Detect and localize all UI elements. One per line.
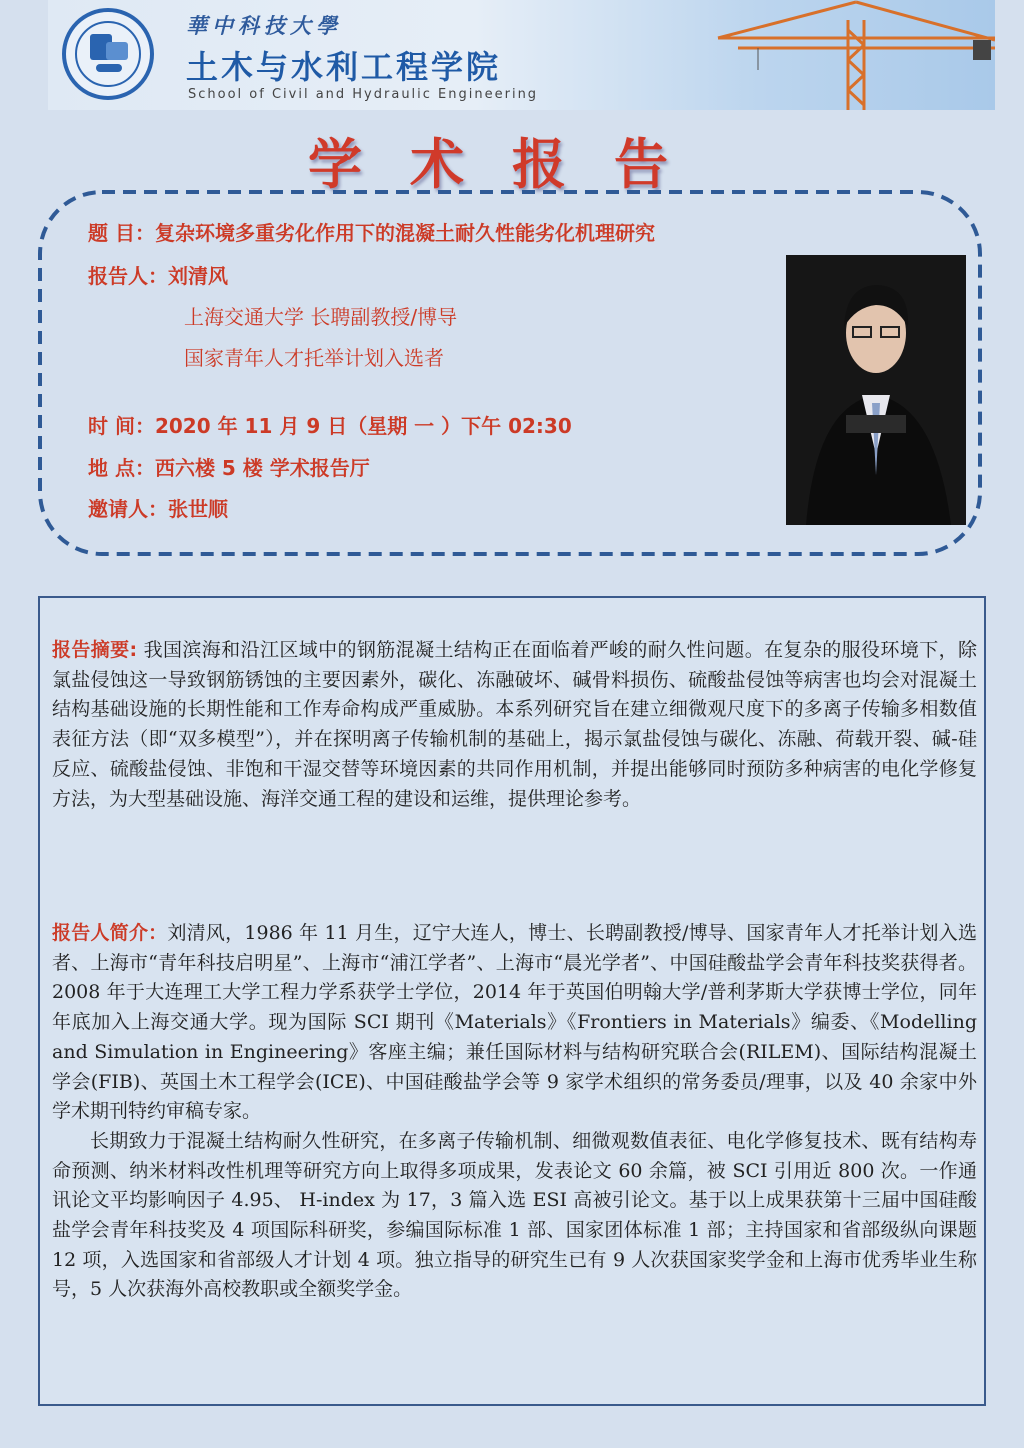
place-label: 地 点：: [88, 456, 155, 480]
host-label: 邀请人：: [88, 497, 168, 521]
bio-label: 报告人简介：: [52, 922, 168, 944]
tower-crane-icon: [698, 0, 995, 110]
topic-line: [88, 217, 655, 246]
speaker-value: 刘清风: [168, 264, 228, 288]
school-name-en: School of Civil and Hydraulic Engineering: [188, 87, 539, 102]
header-banner: [48, 0, 995, 110]
abstract-paragraph: [52, 636, 977, 814]
abstract-text: 我国滨海和沿江区域中的钢筋混凝土结构正在面临着严峻的耐久性问题。在复杂的服役环境下，除氯盐侵蚀这一导致钢筋锈蚀的主要因素外，碳化、冻融破坏、碱骨料损伤、硫酸盐侵蚀等病害也均会对混凝土结构基础设施的长期性能和工作寿命构成严重威胁。本系列研究旨在建立细微观尺度下的多离子传输多相数值表征方法（即“双多模型”），并在探明离子传输机制的基础上，揭示氯盐侵蚀与碳化、冻融、荷载开裂、碱-硅反应、硫酸盐侵蚀、非饱和干湿交替等环境因素的共同作用机制，并提出能够同时预防多种病害的电化学修复方法，为大型基础设施、海洋交通工程的建设和运维，提供理论参考。: [52, 639, 977, 810]
place-line: [88, 452, 370, 481]
speaker-photo: [786, 255, 966, 525]
speaker-affiliation: 上海交通大学 长聘副教授/博导: [184, 305, 458, 329]
abstract-label: 报告摘要:: [52, 639, 138, 661]
place-value: 西六楼 5 楼 学术报告厅: [154, 456, 370, 480]
university-name: 華中科技大學: [186, 13, 342, 38]
bio-text-2: 长期致力于混凝土结构耐久性研究，在多离子传输机制、细微观数值表征、电化学修复技术、既有结构寿命预测、纳米材料改性机理等研究方向上取得多项成果，发表论文 60 余篇，被 SCI 引用近 800 次。一作通讯论文平均影响因子 4.95、 H-index 为 17，3 篇入选 ESI 高被引论文。基于以上成果获第十三届中国硅酸盐学会青年科技奖及 4 项国际科研奖，参编国际标准 1 部、国家团体标准 1 部；主持国家和省部级纵向课题 12 项，入选国家和省部级人才计划 4 项。独立指导的研究生已有 9 人次获国家奖学金和上海市优秀毕业生称号，5 人次获海外高校教职或全额奖学金。: [52, 1129, 977, 1301]
topic-value: 复杂环境多重劣化作用下的混凝土耐久性能劣化机理研究: [154, 221, 655, 245]
bio-text-1: 刘清风，1986 年 11 月生，辽宁大连人，博士、长聘副教授/博导、国家青年人才托举计划入选者、上海市“青年科技启明星”、上海市“浦江学者”、上海市“晨光学者”、中国硅酸盐学会青年科技奖获得者。2008 年于大连理工大学工程力学系获学士学位，2014 年于英国伯明翰大学/普利茅斯大学获博士学位，同年年底加入上海交通大学。现为国际 SCI 期刊《Materials》《Frontiers in Materials》编委、《Modelling and Simulation in Engineering》客座主编；兼任国际材料与结构研究联合会(RILEM)、国际结构混凝土学会(FIB)、英国土木工程学会(ICE)、中国硅酸盐学会等 9 家学术组织的常务委员/理事，以及 40 余家中外学术期刊特约审稿专家。: [52, 922, 977, 1123]
time-label: 时 间：: [88, 414, 155, 438]
host-value: 张世顺: [168, 497, 228, 521]
school-name-cn: 土木与水利工程学院: [186, 48, 502, 86]
topic-label: 题 目：: [88, 221, 155, 245]
bio-paragraph: [52, 919, 977, 1305]
time-value: 2020 年 11 月 9 日（星期 一 ）下午 02:30: [154, 414, 572, 438]
speaker-label: 报告人：: [88, 264, 168, 288]
time-line: [88, 410, 572, 439]
speaker-honor: 国家青年人才托举计划入选者: [184, 346, 444, 370]
school-logo-icon: [62, 8, 154, 100]
poster-title: 学术报告: [308, 133, 716, 196]
host-line: [88, 493, 228, 522]
speaker-line: [88, 260, 228, 289]
